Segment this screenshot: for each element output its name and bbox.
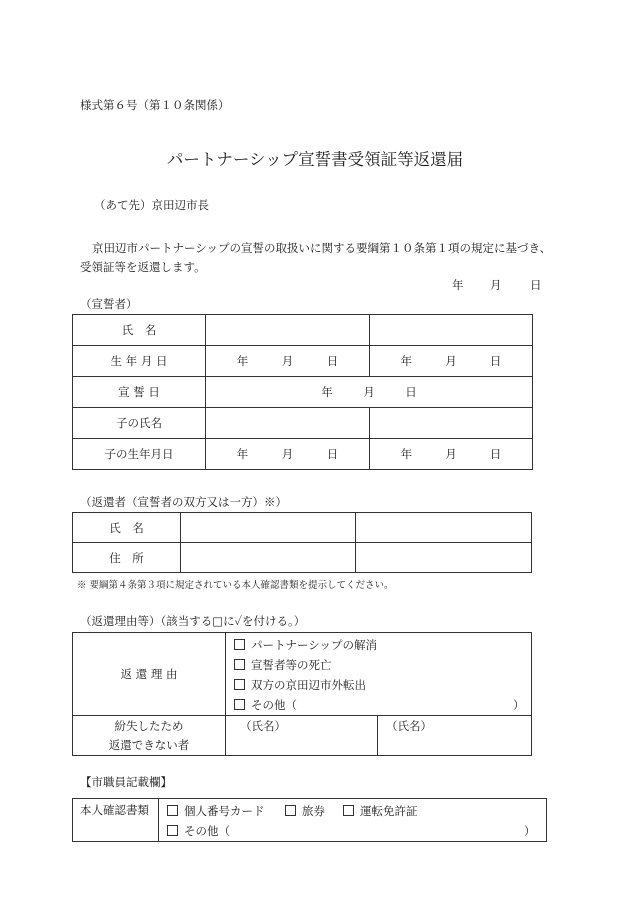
returner-note: ※ 要綱第４条第３項に規定されている本人確認書類を提示してください。: [77, 580, 394, 591]
lost-label: 紛失したため 返還できない者: [73, 716, 226, 756]
returner-address-label: 住 所: [73, 543, 181, 573]
return-reason-label: 返 還 理 由: [73, 633, 226, 716]
declarant-name-2-field[interactable]: [370, 315, 533, 346]
id-document-options: [159, 799, 547, 842]
declarant-birthdate-2-field[interactable]: [370, 346, 533, 377]
year-label: 年: [400, 447, 413, 461]
reason-option-dissolution[interactable]: パートナーシップの解消: [234, 637, 377, 653]
year-label: 年: [400, 354, 413, 368]
day-label: 日: [326, 447, 339, 461]
oath-date-label: 宣 誓 日: [73, 377, 206, 408]
returner-name-2-field[interactable]: [356, 513, 532, 543]
checkbox[interactable]: [234, 659, 245, 670]
day-label: 日: [405, 385, 417, 399]
day-label: 日: [489, 447, 502, 461]
returner-address-2-field[interactable]: [356, 543, 532, 573]
declarant-table: [72, 314, 533, 470]
reason-table: [72, 632, 532, 756]
lost-name-2-field[interactable]: （氏名）: [378, 716, 532, 756]
return-reason-options: [226, 633, 532, 716]
submit-date-year: 年: [452, 278, 464, 292]
declarant-birthdate-1-field[interactable]: [206, 346, 370, 377]
month-label: 月: [445, 354, 457, 368]
checkbox[interactable]: [285, 805, 296, 816]
submit-date-day: 日: [530, 278, 542, 292]
id-option-mynumber[interactable]: 個人番号カード: [167, 803, 265, 819]
month-label: 月: [445, 447, 457, 461]
returner-table: [72, 512, 532, 573]
addressee: （あて先）京田辺市長: [94, 198, 209, 212]
child-name-1-field[interactable]: [206, 408, 370, 439]
day-label: 日: [489, 354, 502, 368]
id-document-label: 本人確認書類: [73, 799, 159, 842]
id-option-other[interactable]: その他（: [167, 823, 230, 839]
staff-section-label: 【市職員記載欄】: [80, 775, 172, 789]
declarant-section-label: （宣誓者）: [80, 297, 138, 311]
checkbox[interactable]: [234, 679, 245, 690]
returner-address-1-field[interactable]: [181, 543, 356, 573]
reason-section-label: （返還理由等）（該当する□に✓を付ける。）: [80, 614, 306, 628]
id-option-license[interactable]: 運転免許証: [343, 803, 418, 819]
month-label: 月: [363, 385, 375, 399]
checkbox[interactable]: [234, 699, 245, 710]
day-label: 日: [326, 354, 339, 368]
staff-table: [72, 798, 547, 842]
checkbox[interactable]: [167, 825, 178, 836]
month-label: 月: [281, 354, 294, 368]
year-label: 年: [321, 385, 333, 399]
declarant-birthdate-label: 生 年 月 日: [73, 346, 206, 377]
returner-name-1-field[interactable]: [181, 513, 356, 543]
lost-name-1-field[interactable]: （氏名）: [226, 716, 378, 756]
reason-option-moved-out[interactable]: 双方の京田辺市外転出: [234, 677, 366, 693]
intro-line-1: 京田辺市パートナーシップの宣誓の取扱いに関する要綱第１０条第１項の規定に基づき、: [92, 241, 552, 255]
child-birthdate-1-field[interactable]: [206, 439, 370, 470]
child-birthdate-2-field[interactable]: [370, 439, 533, 470]
id-option-passport[interactable]: 旅券: [285, 803, 325, 819]
child-birthdate-label: 子の生年月日: [73, 439, 206, 470]
returner-name-label: 氏 名: [73, 513, 181, 543]
checkbox[interactable]: [167, 805, 178, 816]
child-name-2-field[interactable]: [370, 408, 533, 439]
returner-section-label: （返還者（宣誓者の双方又は一方）※）: [80, 495, 287, 509]
declarant-name-label: 氏 名: [73, 315, 206, 346]
id-other-close: ）: [524, 824, 536, 838]
month-label: 月: [281, 447, 294, 461]
reason-other-close: ）: [513, 698, 525, 712]
form-number: 様式第６号（第１０条関係）: [80, 98, 230, 112]
year-label: 年: [236, 354, 249, 368]
declarant-name-1-field[interactable]: [206, 315, 370, 346]
child-name-label: 子の氏名: [73, 408, 206, 439]
page-title: パートナーシップ宣誓書受領証等返還届: [166, 150, 464, 169]
intro-line-2: 受領証等を返還します。: [80, 260, 206, 274]
checkbox[interactable]: [343, 805, 354, 816]
reason-option-other[interactable]: その他（: [234, 697, 297, 713]
year-label: 年: [236, 447, 249, 461]
reason-option-death[interactable]: 宣誓者等の死亡: [234, 657, 332, 673]
oath-date-field[interactable]: [206, 377, 533, 408]
submit-date-month: 月: [490, 278, 502, 292]
checkbox[interactable]: [234, 639, 245, 650]
